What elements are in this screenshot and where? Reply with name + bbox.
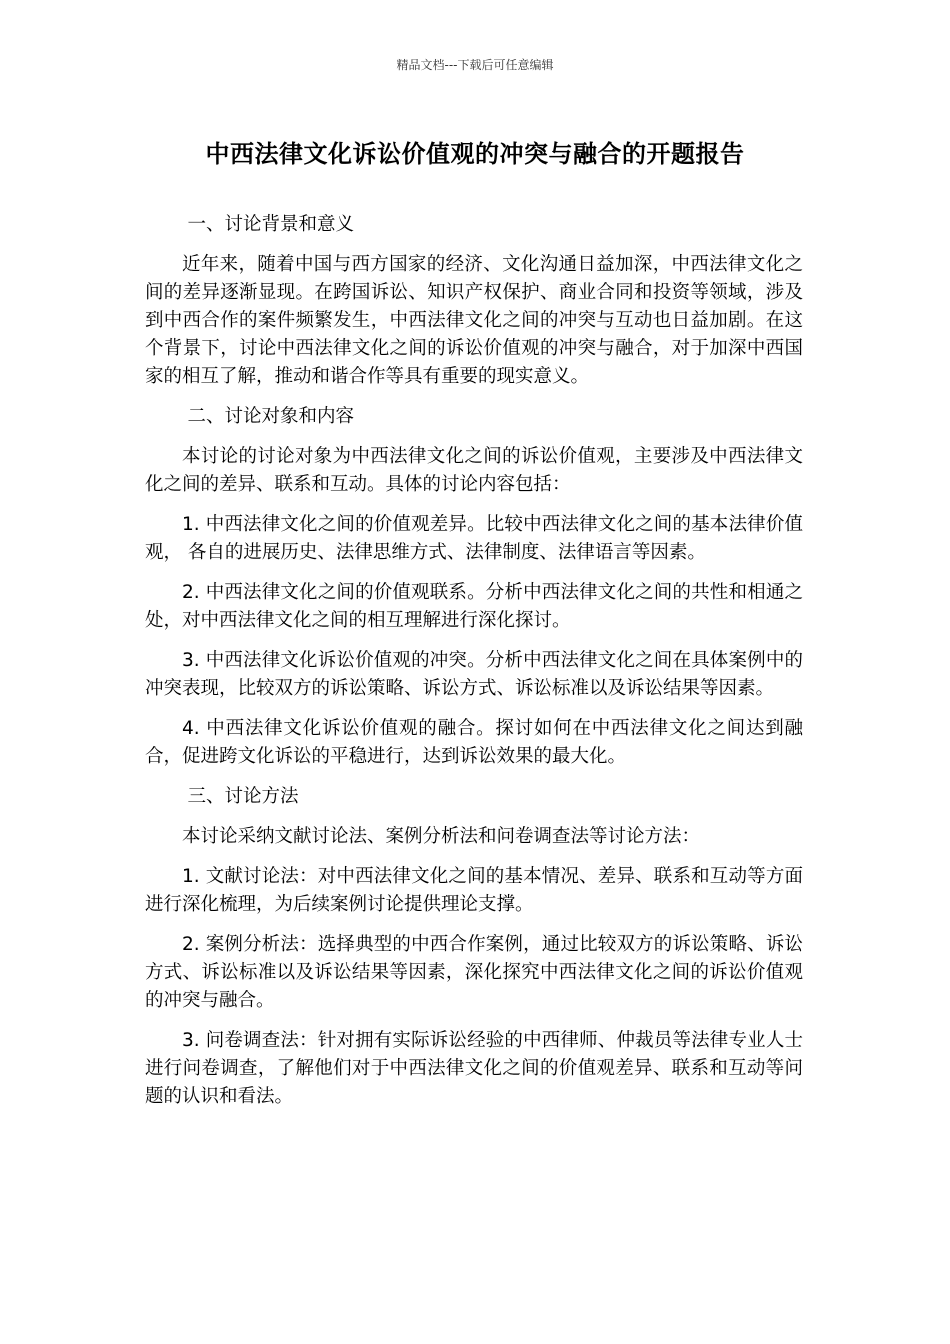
- paragraph: 本讨论采纳文献讨论法、案例分析法和问卷调查法等讨论方法：: [182, 826, 701, 847]
- paragraph: 本讨论的讨论对象为中西法律文化之间的诉讼价值观，主要涉及中西法律文化之间的差异、联系和互动。具体的讨论内容包括：: [145, 446, 803, 495]
- section-heading-methods: 三、讨论方法: [187, 786, 299, 807]
- paragraph: 近年来，随着中国与西方国家的经济、文化沟通日益加深，中西法律文化之间的差异逐渐显现。在跨国诉讼、知识产权保护、商业合同和投资等领域，涉及到中西合作的案件频繁发生，中西法律文化之间的冲突与互动也日益加剧。在这个背景下，讨论中西法律文化之间的诉讼价值观的冲突与融合，对于加深中西国家的相互了解，推动和谐合作等具有重要的现实意义。: [145, 254, 803, 387]
- list-item: 2. 中西法律文化之间的价值观联系。分析中西法律文化之间的共性和相通之处，对中西法律文化之间的相互理解进行深化探讨。: [145, 582, 803, 631]
- section-heading-background: 一、讨论背景和意义: [187, 214, 355, 235]
- document-title: 中西法律文化诉讼价值观的冲突与融合的开题报告: [205, 140, 745, 168]
- document-body: [145, 211, 803, 1123]
- list-item: 1. 文献讨论法：对中西法律文化之间的基本情况、差异、联系和互动等方面进行深化梳理，为后续案例讨论提供理论支撑。: [145, 866, 803, 915]
- section-heading-subject: 二、讨论对象和内容: [187, 406, 355, 427]
- list-item: 2. 案例分析法：选择典型的中西合作案例，通过比较双方的诉讼策略、诉讼方式、诉讼标准以及诉讼结果等因素，深化探究中西法律文化之间的诉讼价值观的冲突与融合。: [145, 934, 803, 1011]
- list-item: 3. 问卷调查法：针对拥有实际诉讼经验的中西律师、仲裁员等法律专业人士进行问卷调查，了解他们对于中西法律文化之间的价值观差异、联系和互动等问题的认识和看法。: [145, 1030, 803, 1107]
- list-item: 3. 中西法律文化诉讼价值观的冲突。分析中西法律文化之间在具体案例中的冲突表现，比较双方的诉讼策略、诉讼方式、诉讼标准以及诉讼结果等因素。: [145, 650, 803, 699]
- list-item: 1. 中西法律文化之间的价值观差异。比较中西法律文化之间的基本法律价值观， 各自的进展历史、法律思维方式、法律制度、法律语言等因素。: [145, 514, 803, 563]
- list-item: 4. 中西法律文化诉讼价值观的融合。探讨如何在中西法律文化之间达到融合，促进跨文化诉讼的平稳进行，达到诉讼效果的最大化。: [145, 718, 803, 767]
- page-header-note: 精品文档---下载后可任意编辑: [396, 58, 554, 72]
